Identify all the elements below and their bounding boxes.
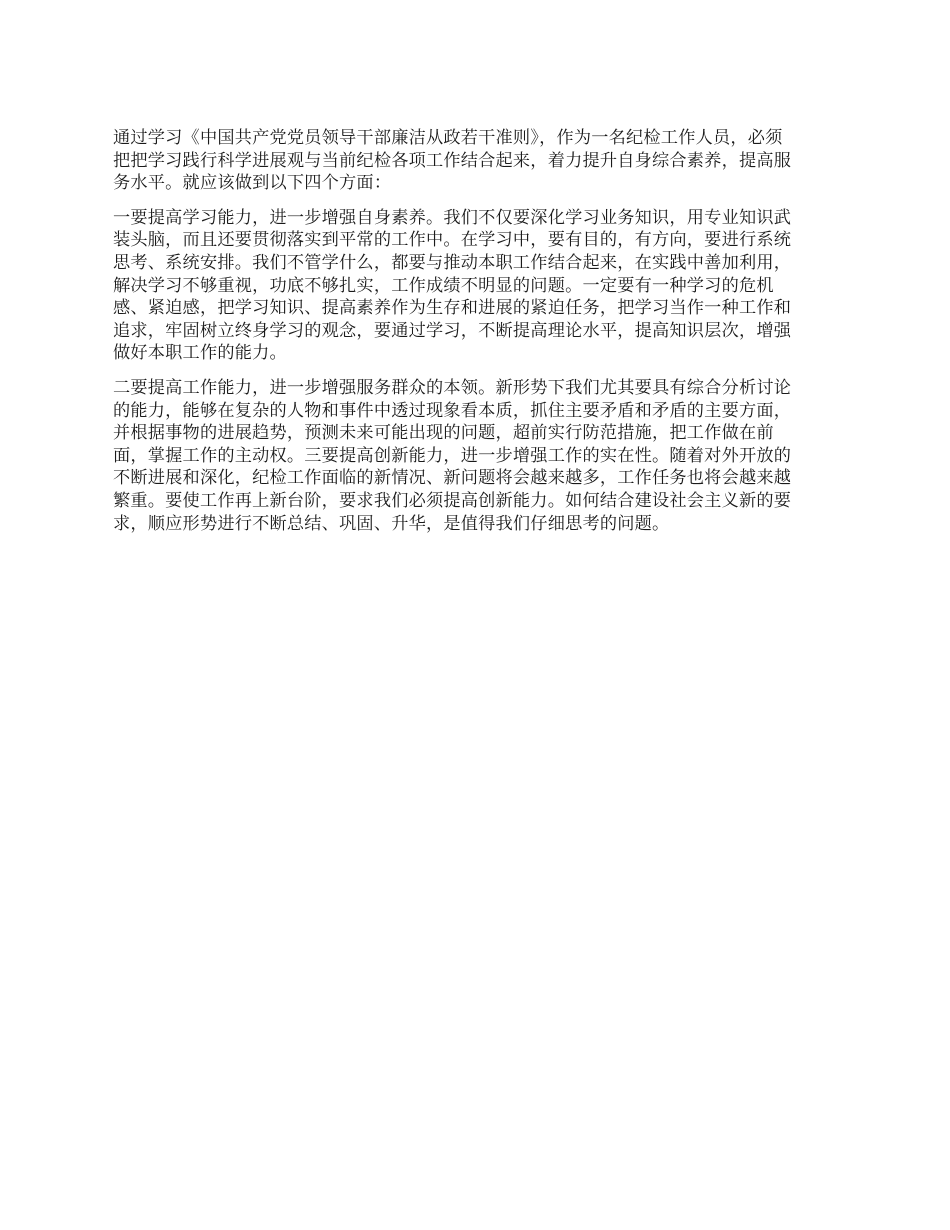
paragraph-learning-ability: 一要提高学习能力，进一步增强自身素养。我们不仅要深化学习业务知识，用专业知识武 装头脑，而且还要贯彻落实到平常的工作中。在学习中，要有目的，有方向，要进行系统 思考、系统安排。我们不管学什么，都要与推动本职工作结合起来，在实践中善加利用， 解决学习不够重视，功底不够扎实，工作成绩不明显的问题。一定要有一种学习的危机 感、紧迫感，把学习知识、提高素养作为生存和进展的紧迫任务，把学习当作一种工作和 追求，牢固树立终身学习的观念，要通过学习，不断提高理论水平，提高知识层次，增强 做好本职工作的能力。 [113, 207, 792, 364]
paragraph-intro: 通过学习《中国共产党党员领导干部廉洁从政若干准则》，作为一名纪检工作人员，必须 把把学习践行科学进展观与当前纪检各项工作结合起来，着力提升自身综合素养，提高服 务水平。就应该做到以下四个方面： [113, 128, 792, 194]
document-body [113, 127, 840, 547]
paragraph-work-ability: 二要提高工作能力，进一步增强服务群众的本领。新形势下我们尤其要具有综合分析讨论 的能力，能够在复杂的人物和事件中透过现象看本质，抓住主要矛盾和矛盾的主要方面， 并根据事物的进展趋势，预测未来可能出现的问题，超前实行防范措施，把工作做在前 面，掌握工作的主动权。三要提高创新能力，进一步增强工作的实在性。随着对外开放的 不断进展和深化，纪检工作面临的新情况、新问题将会越来越多，工作任务也将会越来越 繁重。要使工作再上新台阶，要求我们必须提高创新能力。如何结合建设社会主义新的要 求，顺应形势进行不断总结、巩固、升华，是值得我们仔细思考的问题。 [113, 377, 792, 534]
